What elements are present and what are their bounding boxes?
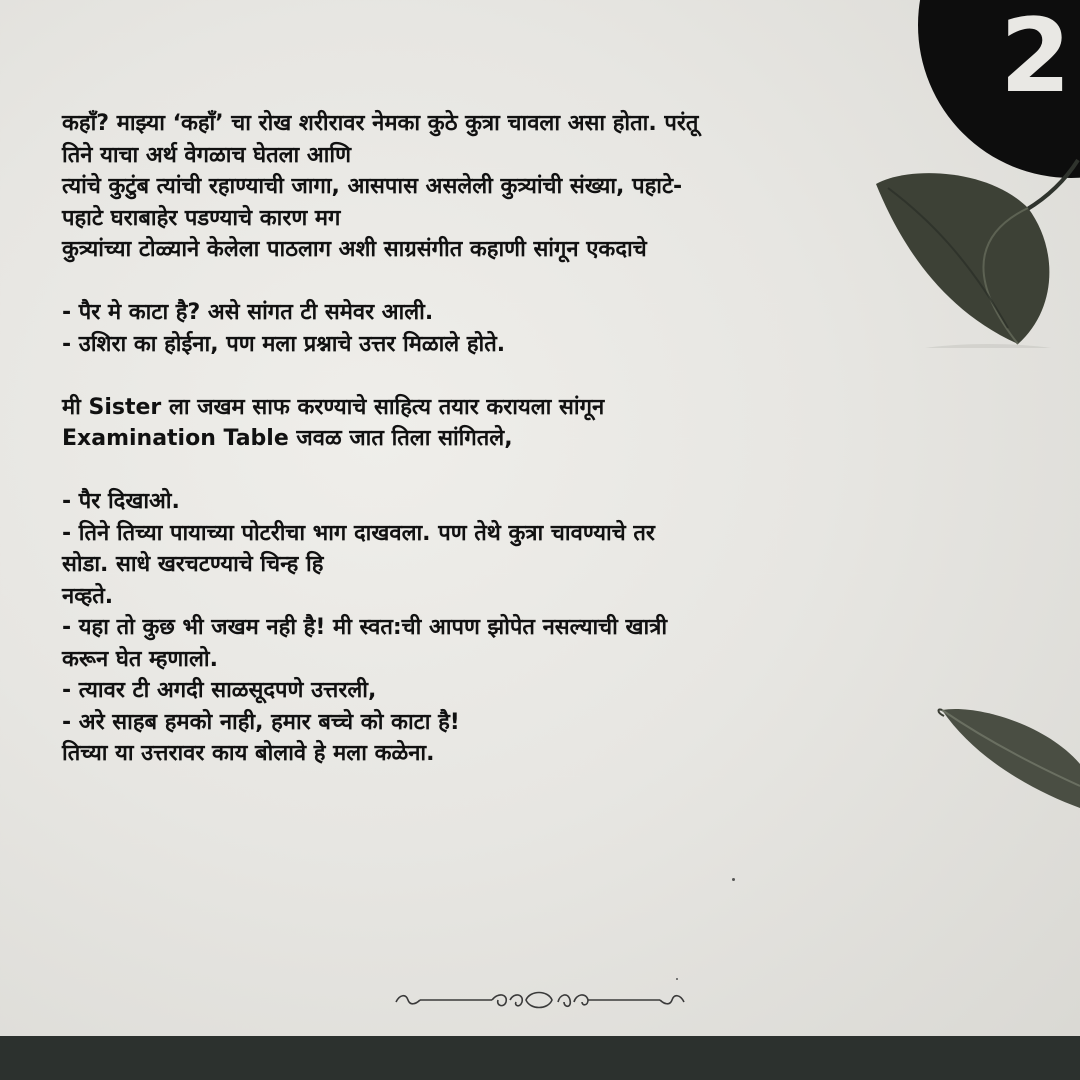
story-line: - पैर दिखाओ. xyxy=(62,489,180,514)
story-line: - अरे साहब हमको नाही, हमार बच्चे को काटा है! xyxy=(62,709,460,735)
story-line: - यहा तो कुछ भी जखम नही है! मी स्वत:ची आपण झोपेत नसल्याची खात्री xyxy=(62,615,668,640)
story-line: त्यांचे कुटुंब त्यांची रहाण्याची जागा, आसपास असलेली कुत्र्यांची संख्या, पहाटे- xyxy=(62,174,683,199)
story-text xyxy=(62,108,892,770)
story-line: मी Sister ला जखम साफ करण्याचे साहित्य तयार करायला सांगून xyxy=(62,394,605,420)
leaf-icon xyxy=(868,148,1080,348)
bottom-bar xyxy=(0,1036,1080,1080)
story-line: सोडा. साधे खरचटण्याचे चिन्ह हि xyxy=(62,552,324,577)
story-line: Examination Table जवळ जात तिला सांगितले, xyxy=(62,426,513,451)
story-line: - तिने तिच्या पायाच्या पोटरीचा भाग दाखवला. पण तेथे कुत्रा चावण्याचे तर xyxy=(62,520,655,546)
story-line: पहाटे घराबाहेर पडण्याचे कारण मग xyxy=(62,205,341,231)
story-line: नव्हते. xyxy=(62,583,114,609)
story-line: - पैर मे काटा है? असे सांगत टी समेवर आली. xyxy=(62,300,434,325)
ornamental-divider-icon xyxy=(392,988,688,1014)
story-line: करून घेत म्हणालो. xyxy=(62,646,218,672)
paragraph-gap xyxy=(62,360,892,392)
leaf-icon xyxy=(936,700,1080,820)
story-line: तिने याचा अर्थ वेगळाच घेतला आणि xyxy=(62,142,351,168)
paper-speck xyxy=(676,978,678,980)
story-line: - त्यावर टी अगदी साळसूदपणे उत्तरली, xyxy=(62,678,377,703)
story-line: कुत्र्यांच्या टोळ्याने केलेला पाठलाग अशी साग्रसंगीत कहाणी सांगून एकदाचे xyxy=(62,237,647,262)
story-line: कहाँ? माझ्या ‘कहाँ’ चा रोख शरीरावर नेमका कुठे कुत्रा चावला असा होता. परंतू xyxy=(62,111,699,136)
story-line: - उशिरा का होईना, पण मला प्रश्नाचे उत्तर मिळाले होते. xyxy=(62,331,506,357)
paragraph-gap xyxy=(62,455,892,487)
paragraph-gap xyxy=(62,266,892,298)
page-number: 2 xyxy=(1000,0,1071,116)
story-line: तिच्या या उत्तरावर काय बोलावे हे मला कळेना. xyxy=(62,741,435,766)
paper-speck xyxy=(732,878,735,881)
